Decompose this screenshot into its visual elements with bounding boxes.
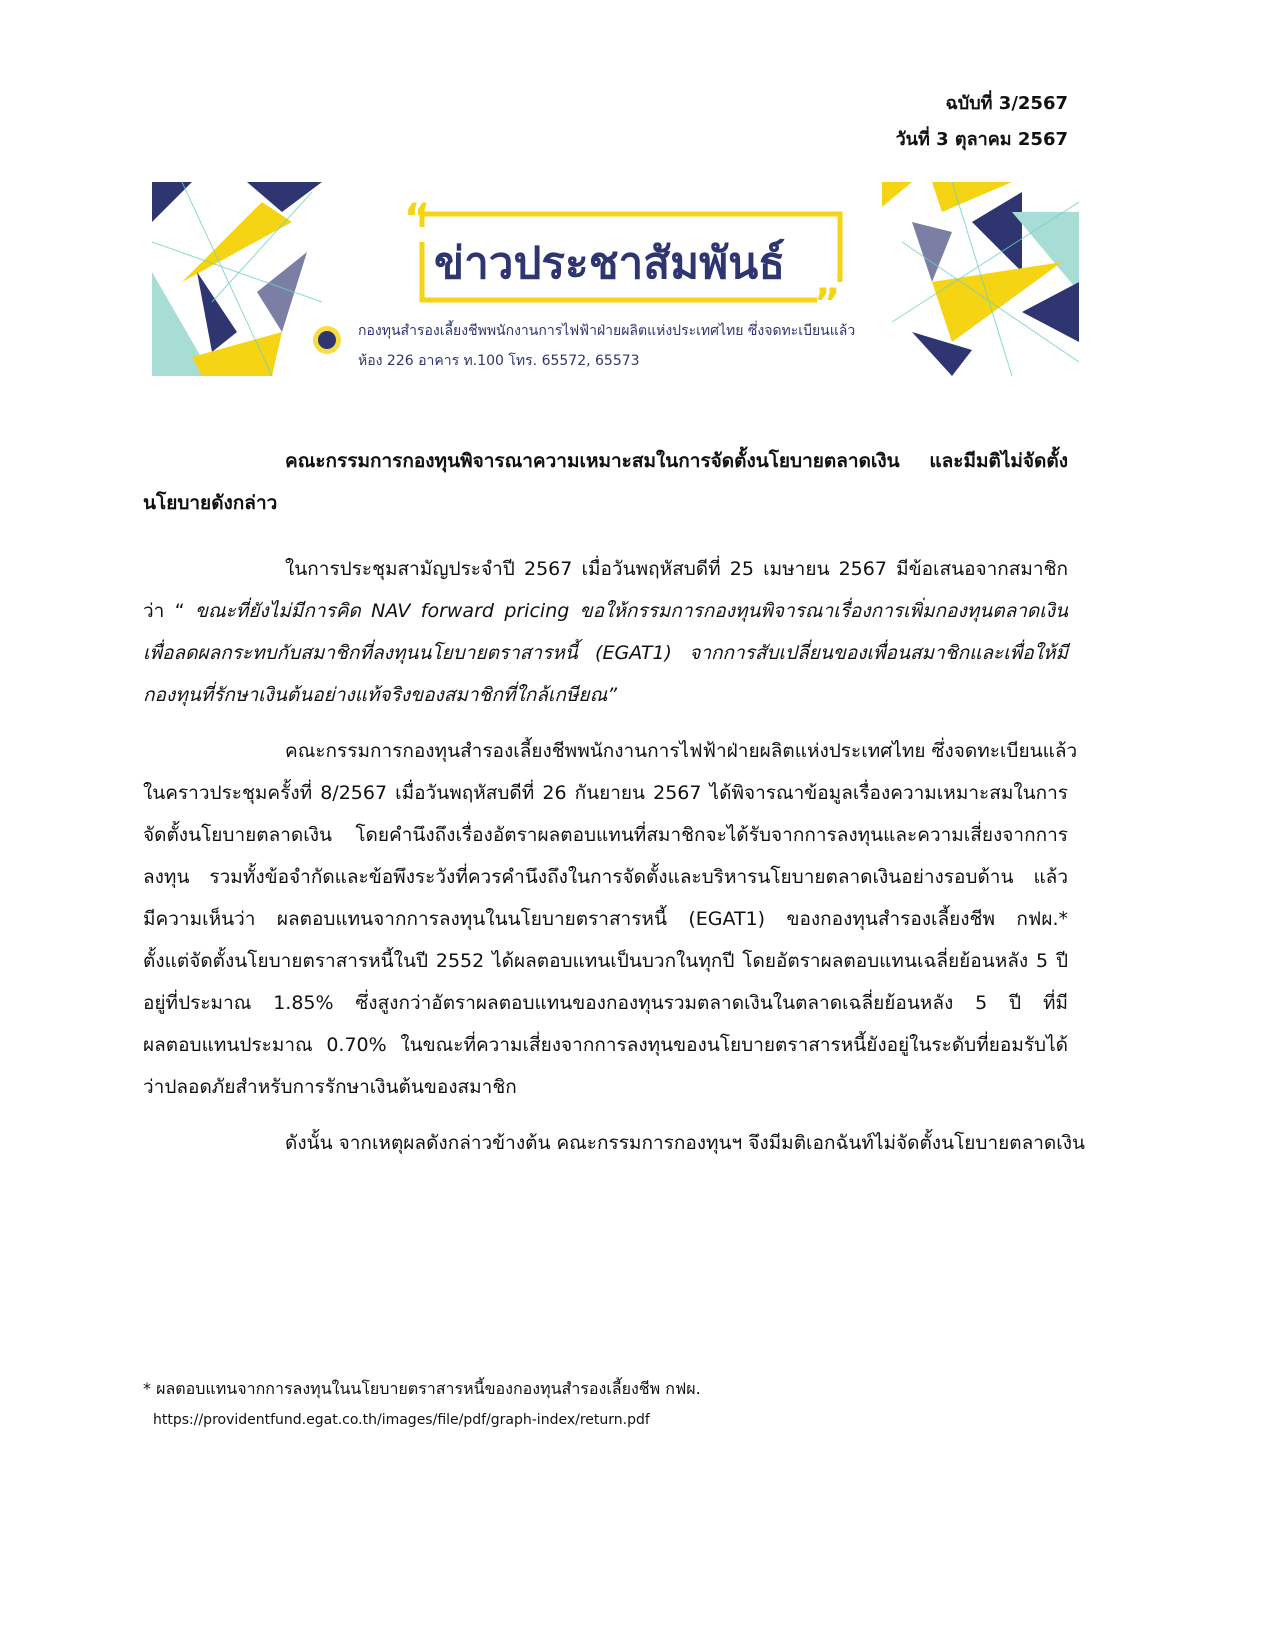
banner-title: ข่าวประชาสัมพันธ์ [434, 238, 786, 289]
headline-line: นโยบายดังกล่าว [143, 492, 278, 514]
svg-text:“: “ [404, 196, 431, 242]
paragraph-line: ตั้งแต่จัดตั้งนโยบายตราสารหนี้ในปี 2552 ได้ผลตอบแทนเป็นบวกในทุกปี โดยอัตราผลตอบแทนเฉลี่ยย้อนหลัง 5 ปี [143, 950, 1068, 972]
paragraph-line: คณะกรรมการกองทุนสำรองเลี้ยงชีพพนักงานการไฟฟ้าฝ่ายผลิตแห่งประเทศไทย ซึ่งจดทะเบียนแล้ว [285, 740, 1078, 762]
paragraph-line: กองทุนที่รักษาเงินต้นอย่างแท้จริงของสมาชิกที่ใกล้เกษียณ” [143, 684, 618, 706]
quote-text: ขณะที่ยังไม่มีการคิด NAV forward pricing ขอให้กรรมการกองทุนพิจารณาเรื่องการเพิ่มกองทุนตลาดเงิน [194, 600, 1068, 622]
svg-text:”: ” [814, 281, 841, 327]
paragraph-line: ลงทุน รวมทั้งข้อจำกัดและข้อพึงระวังที่ควรคำนึงถึงในการจัดตั้งและบริหารนโยบายตลาดเงินอย่างรอบด้าน แล้ว [143, 866, 1068, 888]
banner-org-name: กองทุนสำรองเลี้ยงชีพพนักงานการไฟฟ้าฝ่ายผลิตแห่งประเทศไทย ซึ่งจดทะเบียนแล้ว [358, 323, 856, 339]
paragraph-line: อยู่ที่ประมาณ 1.85% ซึ่งสูงกว่าอัตราผลตอบแทนของกองทุนรวมตลาดเงินในตลาดเฉลี่ยย้อนหลัง 5 ปี ที่มี [143, 992, 1068, 1014]
footnote: * ผลตอบแทนจากการลงทุนในนโยบายตราสารหนี้ของกองทุนสำรองเลี้ยงชีพ กฟผ. [143, 1379, 701, 1398]
paragraph-line: ดังนั้น จากเหตุผลดังกล่าวข้างต้น คณะกรรมการกองทุนฯ จึงมีมติเอกฉันท์ไม่จัดตั้งนโยบายตลาดเงิน [285, 1132, 1086, 1154]
paragraph-line [143, 596, 1068, 626]
paragraph-line: ในคราวประชุมครั้งที่ 8/2567 เมื่อวันพฤหัสบดีที่ 26 กันยายน 2567 ได้พิจารณาข้อมูลเรื่องความเหมาะสมในการ [143, 782, 1068, 804]
paragraph-line: มีความเห็นว่า ผลตอบแทนจากการลงทุนในนโยบายตราสารหนี้ (EGAT1) ของกองทุนสำรองเลี้ยงชีพ กฟผ.* [143, 908, 1068, 930]
press-release-banner [152, 182, 1079, 376]
issue-number: ฉบับที่ 3/2567 [945, 93, 1068, 114]
paragraph-line: ผลตอบแทนประมาณ 0.70% ในขณะที่ความเสี่ยงจากการลงทุนของนโยบายตราสารหนี้ยังอยู่ในระดับที่ยอมรับได้ [143, 1034, 1068, 1056]
banner-contact: ห้อง 226 อาคาร ท.100 โทร. 65572, 65573 [358, 353, 640, 369]
footnote-link[interactable]: https://providentfund.egat.co.th/images/file/pdf/graph-index/return.pdf [153, 1412, 650, 1428]
issue-date: วันที่ 3 ตุลาคม 2567 [895, 129, 1068, 150]
quote-prefix: ว่า “ [143, 600, 185, 622]
paragraph-line: ว่าปลอดภัยสำหรับการรักษาเงินต้นของสมาชิก [143, 1076, 517, 1098]
paragraph-line: เพื่อลดผลกระทบกับสมาชิกที่ลงทุนนโยบายตราสารหนี้ (EGAT1) จากการสับเปลี่ยนของเพื่อนสมาชิกและเพื่อให้มี [143, 642, 1068, 664]
paragraph-line: จัดตั้งนโยบายตลาดเงิน โดยคำนึงถึงเรื่องอัตราผลตอบแทนที่สมาชิกจะได้รับจากการลงทุนและความเสี่ยงจากการ [143, 824, 1068, 846]
headline-line: คณะกรรมการกองทุนพิจารณาความเหมาะสมในการจัดตั้งนโยบายตลาดเงิน และมีมติไม่จัดตั้ง [285, 450, 1068, 472]
paragraph-line: ในการประชุมสามัญประจำปี 2567 เมื่อวันพฤหัสบดีที่ 25 เมษายน 2567 มีข้อเสนอจากสมาชิก [285, 558, 1068, 580]
